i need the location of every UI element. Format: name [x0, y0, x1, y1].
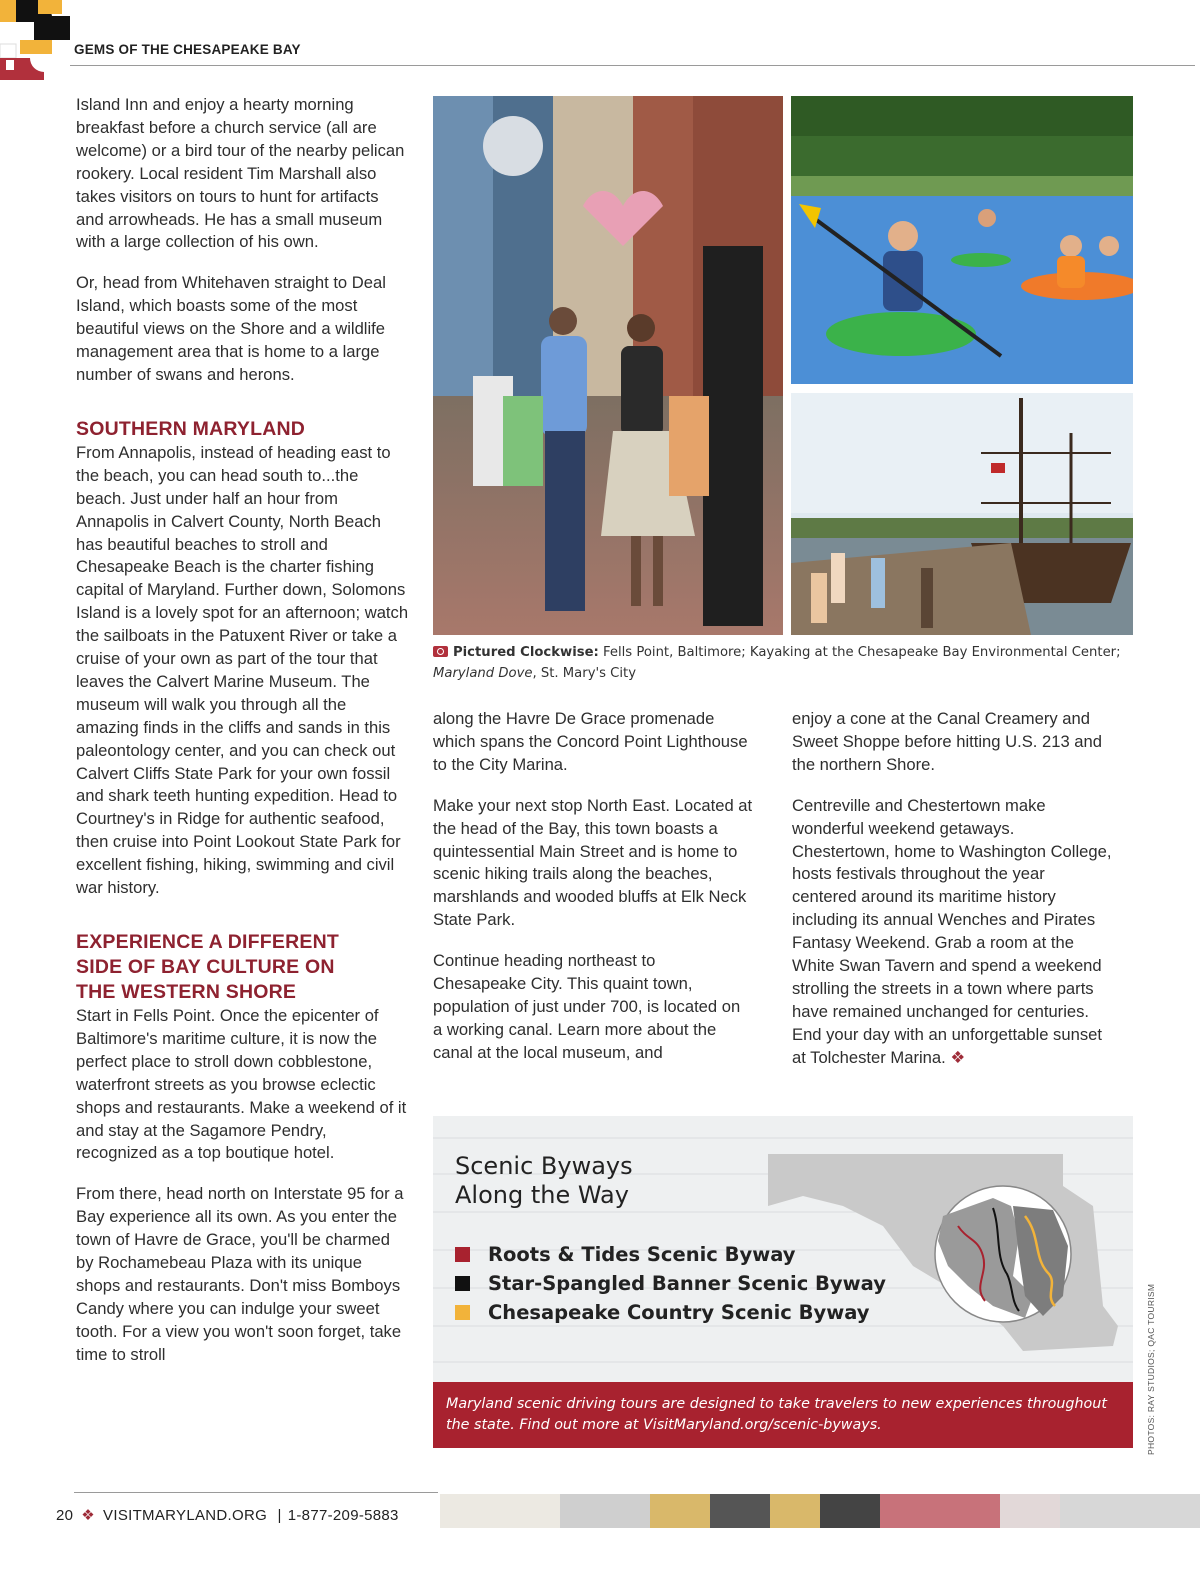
photo-kayaking — [791, 96, 1133, 384]
footer-phone: 1-877-209-5883 — [287, 1507, 399, 1524]
footer-site-link[interactable]: VISITMARYLAND.ORG — [103, 1507, 268, 1524]
paragraph: Or, head from Whitehaven straight to Deal Island, which boasts some of the most beautiful views on the Shore and a wildlife management area that is home to a large number of swans and herons. — [76, 273, 386, 384]
legend-swatch — [455, 1305, 470, 1320]
legend-item-roots-tides: Roots & Tides Scenic Byway — [455, 1243, 796, 1266]
paragraph: From there, head north on Interstate 95 for a Bay experience all its own. As you enter the town of Havre de Grace, you'll be charmed by Rochamebeau Plaza with its unique shops and restaurants. Don't miss Bomboys Candy where you can indulge your sweet tooth. For a view you won't soon forget, take time to stroll — [76, 1184, 404, 1364]
camera-icon — [433, 646, 448, 657]
header-divider — [70, 65, 1195, 66]
maryland-map — [763, 1146, 1123, 1356]
paragraph: From Annapolis, instead of heading east to the beach, you can head south to...the beach. Just under half an hour from Annapolis in Calvert County, North Beach has beautiful beaches to stroll and Chesapeake Beach is the charter fishing capital of Maryland. Further down, Solomons Island is a lovely spot for an afternoon; watch the sailboats in the Patuxent River or take a cruise of your own as part of the tour that leaves the Calvert Marine Museum. The museum will walk you through all the amazing finds in the cliffs and sands in this paleontology center, and you can check out Calvert Cliffs State Park for your own fossil and shark teeth hunting expedition. Head to Courtney's in Ridge for authentic seafood, then cruise into Point Lookout State Park for excellent fishing, hiking, swimming and civil war history. — [76, 442, 409, 898]
section-title: GEMS OF THE CHESAPEAKE BAY — [74, 42, 301, 57]
photo-credit: PHOTOS: RAY STUDIOS; QAC TOURISM — [1146, 1283, 1156, 1455]
legend-item-star-spangled: Star-Spangled Banner Scenic Byway — [455, 1272, 886, 1295]
flag-pattern-strip — [440, 1494, 1200, 1528]
paragraph: enjoy a cone at the Canal Creamery and Sweet Shoppe before hitting U.S. 213 and the northern Shore. — [792, 709, 1102, 774]
byways-title: Scenic Byways Along the Way — [455, 1152, 633, 1209]
heading-southern-maryland: SOUTHERN MARYLAND — [76, 417, 306, 440]
end-ornament-icon: ❖ — [950, 1047, 966, 1067]
scenic-byways-box — [433, 1116, 1133, 1382]
heading-western-shore: EXPERIENCE A DIFFERENT SIDE OF BAY CULTURE ON THE WESTERN SHORE — [76, 931, 339, 1003]
left-column — [76, 94, 410, 1385]
footer-divider — [74, 1492, 438, 1493]
paragraph: Continue heading northeast to Chesapeake City. This quaint town, population of just under 700, is located on a working canal. Learn more about the canal at the local museum, and — [433, 951, 741, 1062]
maryland-flag-logo — [0, 0, 70, 80]
paragraph: Island Inn and enjoy a hearty morning breakfast before a church service (all are welcome) or a bird tour of the nearby pelican rookery. Local resident Tim Marshall also takes visitors on tours to hunt for artifacts and arrowheads. He has a small museum with a large collection of his own. — [76, 95, 405, 252]
legend-item-chesapeake-country: Chesapeake Country Scenic Byway — [455, 1301, 870, 1324]
photo-maryland-dove — [791, 393, 1133, 635]
paragraph: Start in Fells Point. Once the epicenter of Baltimore's maritime culture, it is now the perfect place to stroll down cobblestone, waterfront streets as you browse eclectic shops and restaurants. Make a weekend of it and stay at the Sagamore Pendry, recognized as a top boutique hotel. — [76, 1006, 407, 1163]
paragraph: Centreville and Chestertown make wonderful weekend getaways. Chestertown, home to Washington College, hosts festivals throughout the year centered around its maritime history including its annual Wenches and Pirates Fantasy Weekend. Grab a room at the White Swan Tavern and spend a weekend strolling the streets in a town where parts have remained unchanged for centuries. End your day with an unforgettable sunset at Tolchester Marina. ❖ — [792, 795, 1112, 1067]
page-number: 20 — [56, 1507, 74, 1524]
legend-swatch — [455, 1276, 470, 1291]
footer-separator: | — [277, 1507, 282, 1524]
photo-caption: Pictured Clockwise: Fells Point, Baltimore; Kayaking at the Chesapeake Bay Environmental Center; Maryland Dove, St. Mary's City — [433, 645, 1121, 681]
photo-fells-point — [433, 96, 783, 635]
ornament-icon: ❖ — [81, 1507, 96, 1524]
footer — [56, 1506, 399, 1524]
byways-banner — [433, 1382, 1133, 1448]
paragraph: Make your next stop North East. Located at the head of the Bay, this town boasts a quintessential Main Street and is home to scenic hiking trails along the beaches, marshlands and wooded bluffs at Elk Neck State Park. — [433, 795, 753, 930]
middle-column — [433, 708, 753, 1083]
byways-banner-text: Maryland scenic driving tours are designed to take travelers to new experiences throughout the state. Find out more at VisitMaryland.org/scenic-byways. — [446, 1396, 1107, 1433]
right-column — [792, 708, 1112, 1088]
legend-swatch — [455, 1247, 470, 1262]
paragraph: along the Havre De Grace promenade which spans the Concord Point Lighthouse to the City Marina. — [433, 709, 748, 774]
